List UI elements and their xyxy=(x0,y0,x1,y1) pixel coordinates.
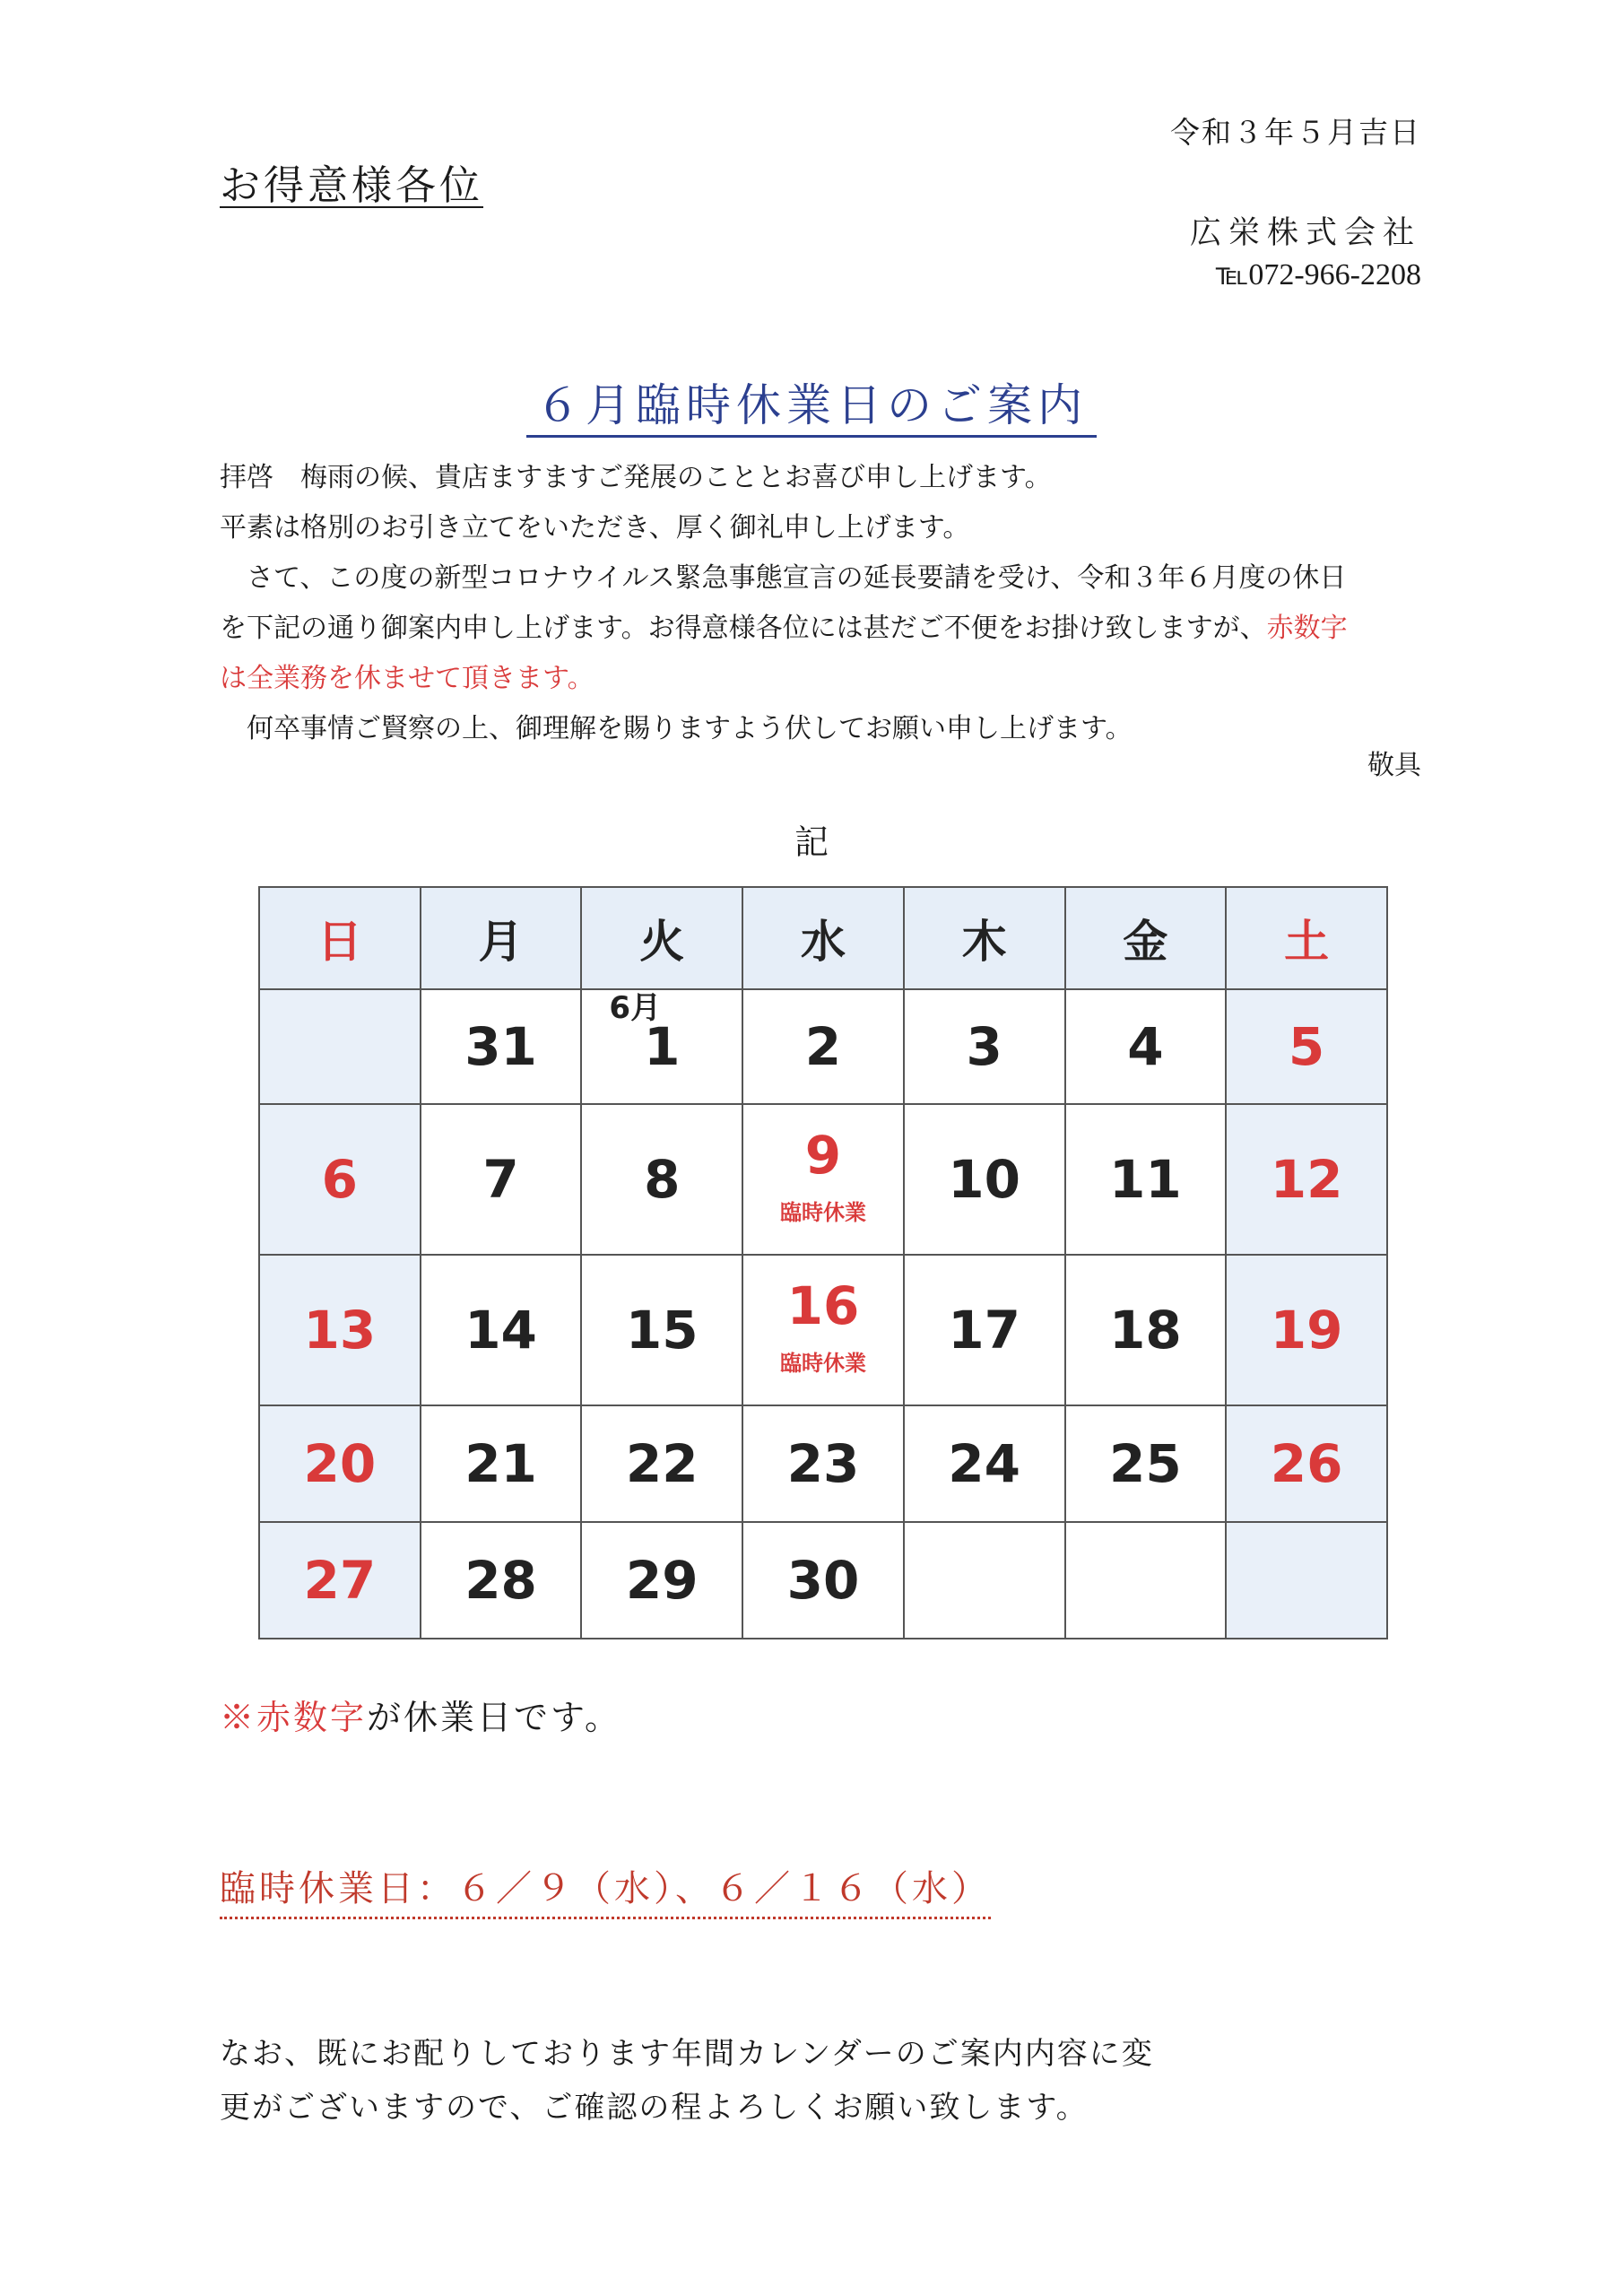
week-row xyxy=(259,1255,1387,1405)
day-cell xyxy=(259,1522,421,1639)
day-cell xyxy=(421,1255,582,1405)
june-calendar xyxy=(258,886,1388,1639)
day-number: 24 xyxy=(948,1433,1021,1494)
footer-note xyxy=(220,2027,1430,2135)
day-number: 9 xyxy=(804,1125,842,1186)
letter-body xyxy=(220,453,1430,754)
week-row xyxy=(259,1522,1387,1639)
weekday-fri: 金 xyxy=(1065,887,1227,989)
week-row xyxy=(259,1104,1387,1255)
weekday-sat: 土 xyxy=(1226,887,1387,989)
recipient-line: お得意様各位 xyxy=(220,161,484,209)
day-number: 3 xyxy=(966,1016,1002,1077)
day-number: 31 xyxy=(464,1016,537,1077)
legend-red-text: ※赤数字 xyxy=(220,1698,368,1737)
day-number: 12 xyxy=(1270,1149,1343,1210)
weekday-wed: 水 xyxy=(742,887,904,989)
day-cell xyxy=(904,1104,1065,1255)
weekday-row xyxy=(259,887,1387,989)
day-cell xyxy=(1226,989,1387,1104)
day-cell xyxy=(904,989,1065,1104)
day-cell xyxy=(1226,1405,1387,1522)
day-cell xyxy=(1226,1255,1387,1405)
day-cell-closure xyxy=(742,1104,904,1255)
day-cell xyxy=(259,1104,421,1255)
day-number: 21 xyxy=(464,1433,537,1494)
legend-note xyxy=(220,1690,621,1739)
day-number: 22 xyxy=(625,1433,699,1494)
day-cell xyxy=(742,1522,904,1639)
closure-note: 臨時休業 xyxy=(779,1200,866,1225)
day-cell xyxy=(581,1104,742,1255)
day-number: 27 xyxy=(303,1550,377,1611)
day-number: 8 xyxy=(644,1149,681,1210)
document-title xyxy=(0,370,1623,434)
day-number: 2 xyxy=(804,1016,842,1077)
issue-date: 令和３年５月吉日 xyxy=(1170,115,1421,150)
weekday-mon: 月 xyxy=(421,887,582,989)
body-line-2: 平素は格別のお引き立てをいただき、厚く御礼申し上げます。 xyxy=(220,512,970,544)
body-line-4-red: 赤数字 xyxy=(1266,613,1348,644)
day-cell xyxy=(581,1522,742,1639)
day-number: 29 xyxy=(625,1550,699,1611)
day-cell xyxy=(1065,989,1227,1104)
body-line-4 xyxy=(220,604,1430,654)
day-number: 13 xyxy=(303,1300,377,1361)
day-number: 30 xyxy=(786,1550,860,1611)
body-line-3: さて、この度の新型コロナウイルス緊急事態宣言の延長要請を受け、令和３年６月度の休日 xyxy=(247,562,1347,594)
day-number: 14 xyxy=(464,1300,537,1361)
day-cell xyxy=(1065,1255,1227,1405)
company-phone: ℡072-966-2208 xyxy=(1215,258,1421,291)
ki-heading: 記 xyxy=(794,822,829,862)
week-row xyxy=(259,989,1387,1104)
day-cell xyxy=(904,1405,1065,1522)
day-cell xyxy=(259,1255,421,1405)
company-name: 広栄株式会社 xyxy=(1189,215,1421,251)
day-number: 17 xyxy=(948,1300,1021,1361)
day-cell xyxy=(259,1405,421,1522)
body-line-1: 拝啓 梅雨の候、貴店ますますご発展のこととお喜び申し上げます。 xyxy=(220,462,1052,493)
body-line-4-text: を下記の通り御案内申し上げます。お得意様各位には甚だご不便をお掛け致しますが、 xyxy=(220,613,1267,644)
day-cell xyxy=(581,1255,742,1405)
legend-rest-text: が休業日です。 xyxy=(367,1698,621,1737)
day-cell xyxy=(421,1405,582,1522)
day-cell xyxy=(581,989,742,1104)
day-number: 19 xyxy=(1270,1300,1343,1361)
day-number: 23 xyxy=(786,1433,860,1494)
day-number: 26 xyxy=(1270,1433,1343,1494)
day-cell xyxy=(581,1405,742,1522)
day-cell xyxy=(1065,1522,1227,1639)
body-line-6: 何卒事情ご賢察の上、御理解を賜りますよう伏してお願い申し上げます。 xyxy=(247,713,1133,744)
day-number: 16 xyxy=(786,1275,860,1336)
day-number: 7 xyxy=(482,1149,519,1210)
day-cell xyxy=(904,1255,1065,1405)
day-cell xyxy=(1226,1522,1387,1639)
closure-dates: 臨時休業日：６／９（水）、６／１６（水） xyxy=(220,1860,991,1919)
week-row xyxy=(259,1405,1387,1522)
day-number: 25 xyxy=(1109,1433,1182,1494)
day-number: 6 xyxy=(321,1149,359,1210)
day-number: 4 xyxy=(1127,1016,1164,1077)
day-number: 20 xyxy=(303,1433,377,1494)
weekday-thu: 木 xyxy=(904,887,1065,989)
weekday-sun: 日 xyxy=(259,887,421,989)
day-number: 15 xyxy=(625,1300,699,1361)
closure-note: 臨時休業 xyxy=(779,1351,866,1376)
day-number: 1 xyxy=(644,1016,681,1077)
document-title-text: ６月臨時休業日のご案内 xyxy=(526,379,1097,438)
day-number: 28 xyxy=(464,1550,537,1611)
day-cell xyxy=(421,1522,582,1639)
day-cell xyxy=(742,1405,904,1522)
footer-line-2: 更がございますので、ご確認の程よろしくお願い致します。 xyxy=(220,2090,1089,2126)
day-cell xyxy=(742,989,904,1104)
day-number: 18 xyxy=(1109,1300,1182,1361)
day-number: 11 xyxy=(1109,1149,1182,1210)
day-cell-closure xyxy=(742,1255,904,1405)
day-cell xyxy=(421,1104,582,1255)
day-cell xyxy=(259,989,421,1104)
day-cell xyxy=(904,1522,1065,1639)
closing-keigu: 敬具 xyxy=(1367,750,1421,781)
day-number: 10 xyxy=(948,1149,1021,1210)
month-label: 6月 xyxy=(609,990,662,1026)
day-cell xyxy=(1226,1104,1387,1255)
body-line-5: は全業務を休ませて頂きます。 xyxy=(220,663,595,694)
day-cell xyxy=(1065,1405,1227,1522)
day-number: 5 xyxy=(1288,1016,1325,1077)
day-cell xyxy=(1065,1104,1227,1255)
footer-line-1: なお、既にお配りしております年間カレンダーのご案内内容に変 xyxy=(220,2036,1154,2072)
weekday-tue: 火 xyxy=(581,887,742,989)
